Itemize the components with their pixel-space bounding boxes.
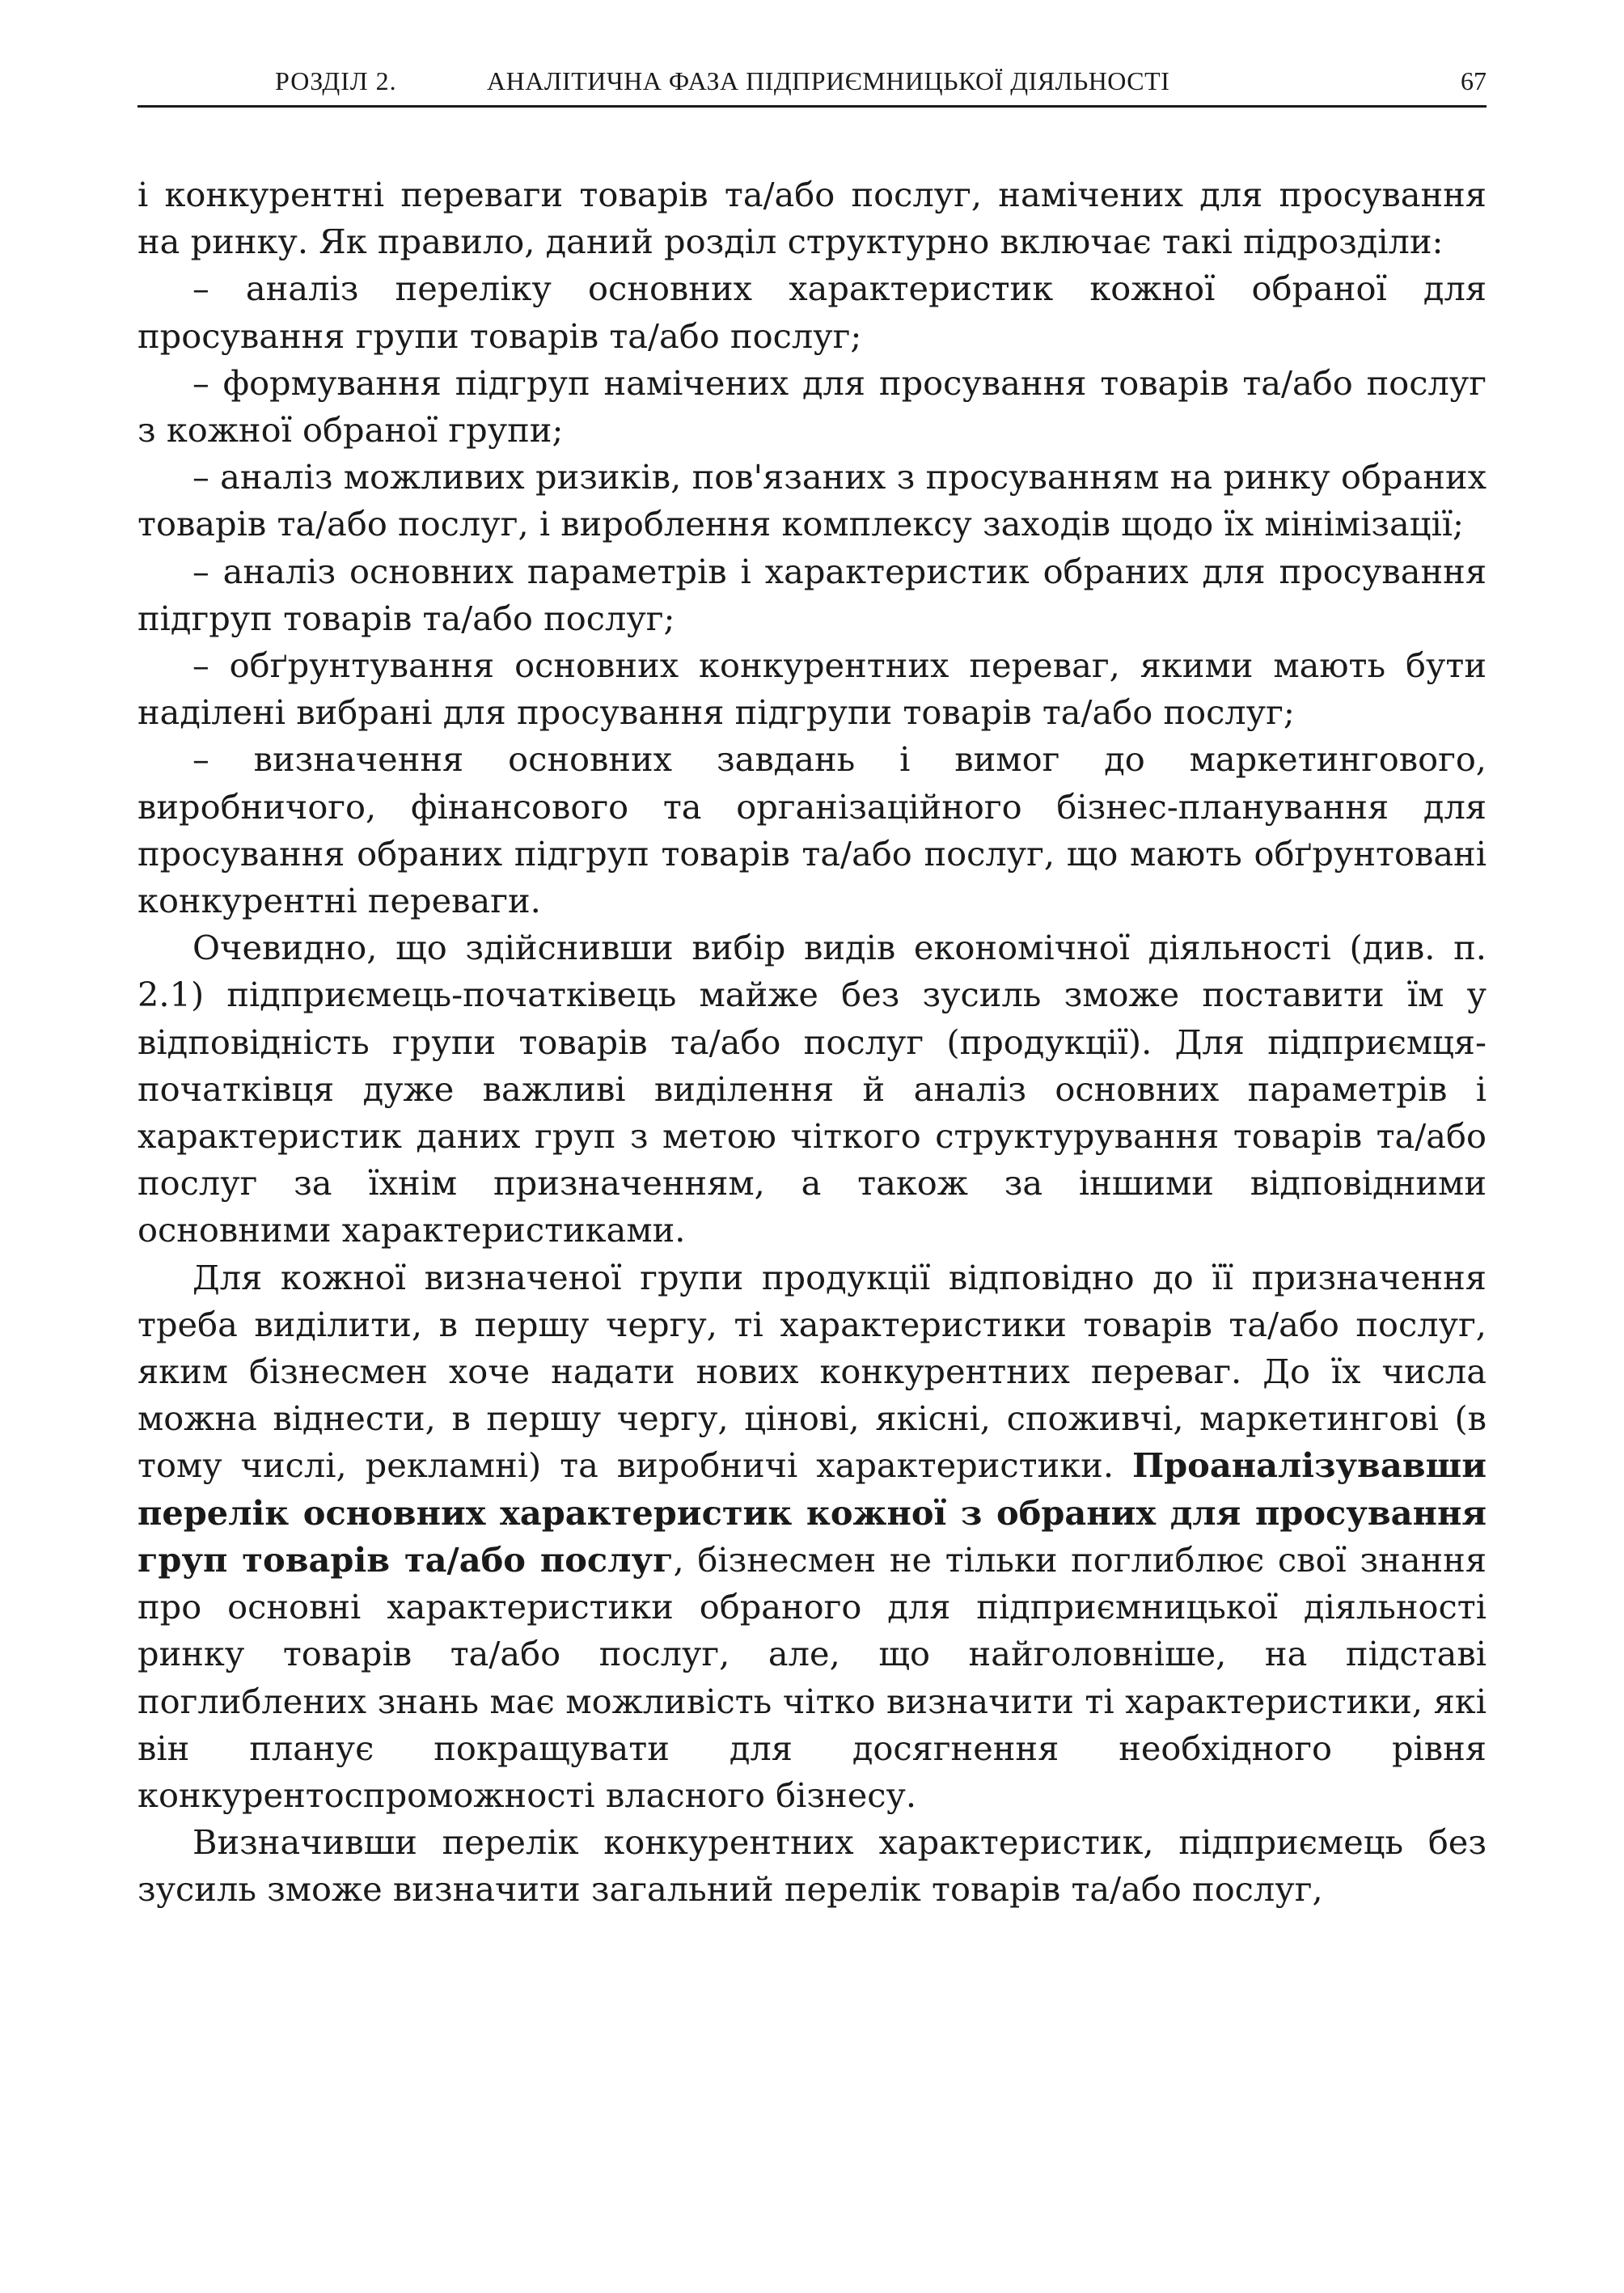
paragraph-3-start: Для кожної визначеної групи продукції відповідно до її призначення треба виділити, в першу чергу, ті характеристики товарів та/або послуг, яким бізнесмен хоче надати нових конкурентних переваг. До їх числа можна віднести, в першу чергу, цінові, якісні, споживчі, маркетингові (в тому числі, рекламні) та виробничі характеристики. bbox=[137, 1257, 1487, 1486]
paragraph-4: Визначивши перелік конкурентних характеристик, підприємець без зусиль зможе визначити загальний перелік товарів та/або послуг, bbox=[137, 1822, 1487, 1910]
list-item-6: – визначення основних завдань і вимог до маркетингового, виробничого, фінансового та організаційного бізнес-планування для просування обраних підгруп товарів та/або послуг, що мають обґрунтовані конкурентні переваги. bbox=[137, 739, 1487, 921]
list-item-3: – аналіз можливих ризиків, пов'язаних з просуванням на ринку обраних товарів та/або послуг, і вироблення комплексу заходів щодо їх мінімізації; bbox=[137, 457, 1487, 544]
paragraph-2: Очевидно, що здійснивши вибір видів економічної діяльності (див. п. 2.1) підприємець-початківець майже без зусиль зможе поставити їм у відповідність групи товарів та/або послуг (продукції). Для підприємця-початківця дуже важливі виділення й аналіз основних параметрів і характеристик даних груп з метою чіткого структурування товарів та/або послуг за їхнім призначенням, а також за іншими відповідними основними характеристиками. bbox=[137, 928, 1487, 1250]
chapter-label: РОЗДІЛ 2. bbox=[275, 66, 397, 95]
list-item-5: – обґрунтування основних конкурентних переваг, якими мають бути наділені вибрані для просування підгрупи товарів та/або послуг; bbox=[137, 645, 1487, 733]
list-item-4: – аналіз основних параметрів і характеристик обраних для просування підгруп товарів та/або послуг; bbox=[137, 551, 1487, 638]
page-number: 67 bbox=[1461, 66, 1487, 95]
list-item-1: – аналіз переліку основних характеристик кожної обраної для просування групи товарів та/або послуг; bbox=[137, 269, 1487, 356]
book-page bbox=[137, 0, 1487, 2293]
body-text bbox=[137, 171, 1487, 1914]
paragraph-3-emphasis: Проаналізувавши перелік основних характеристик кожної з обраних для просування груп товарів та/або послуг bbox=[137, 1445, 1487, 1580]
paragraph-3-end: , бізнесмен не тільки поглиблює свої знання про основні характеристики обраного для підприємницької діяльності ринку товарів та/або послуг, але, що найголовніше, на підставі поглиблених знань має можливість чітко визначити ті характеристики, які він планує покращувати для досягнення необхідного рівня конкурентоспроможності власного бізнесу. bbox=[137, 1539, 1487, 1815]
section-title: АНАЛІТИЧНА ФАЗА ПІДПРИЄМНИЦЬКОЇ ДІЯЛЬНОСТІ bbox=[487, 66, 1170, 95]
paragraph-3 bbox=[137, 1254, 1487, 1819]
running-head bbox=[137, 63, 1487, 108]
list-item-2: – формування підгруп намічених для просування товарів та/або послуг з кожної обраної групи; bbox=[137, 362, 1487, 451]
paragraph-continuation: і конкурентні переваги товарів та/або послуг, намічених для просування на ринку. Як правило, даний розділ структурно включає такі підрозділи: bbox=[137, 175, 1487, 262]
